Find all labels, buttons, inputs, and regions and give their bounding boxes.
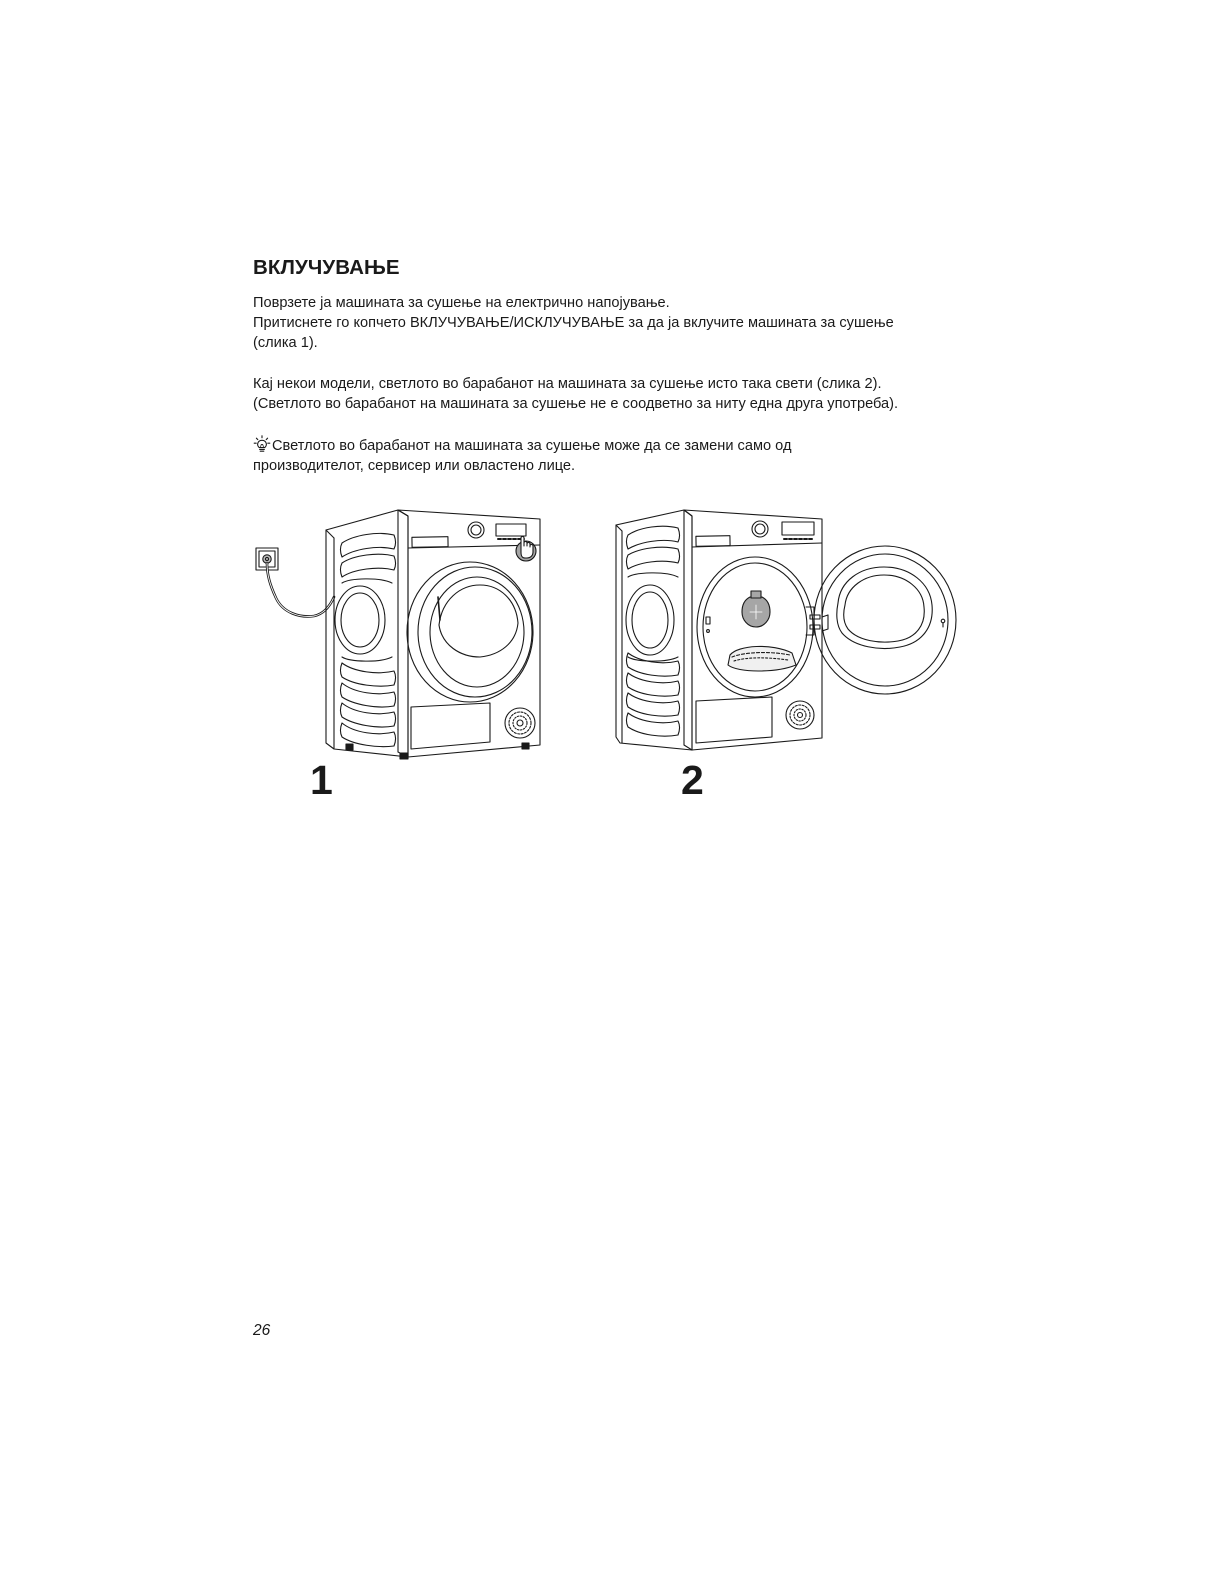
tip-line-2: производителот, сервисер или овластено лице. xyxy=(253,458,576,474)
section-title: ВКЛУЧУВАЊЕ xyxy=(253,256,400,279)
connect-line-1: Поврзете ја машината за сушење на електрично напојување. xyxy=(253,295,670,311)
figure-1-number: 1 xyxy=(310,757,333,803)
figure-1-dryer-plugged-in xyxy=(250,505,550,770)
power-button-finger-icon xyxy=(516,537,536,562)
figure-2-dryer-door-open xyxy=(610,505,960,755)
drum-light-bulb-icon xyxy=(742,591,770,627)
connect-paragraph xyxy=(253,293,894,353)
open-dryer-door xyxy=(814,546,956,694)
tip-line-1-text: Светлото во барабанот на машината за сушење може да се замени само од xyxy=(272,438,792,454)
drum-light-paragraph xyxy=(253,374,898,414)
tip-line-1 xyxy=(253,435,791,456)
drum-light-line-1: Кај некои модели, светлото во барабанот на машината за сушење исто така свети (слика 2). xyxy=(253,376,882,392)
connect-line-3: (слика 1). xyxy=(253,335,318,351)
dryer-side-panel xyxy=(326,510,408,757)
drum-light-line-2: (Светлото во барабанот на машината за сушење не е соодветно за ниту една друга употреба). xyxy=(253,396,899,412)
connect-line-2: Притиснете го копчето ВКЛУЧУВАЊЕ/ИСКЛУЧУВАЊЕ за да ја вклучите машината за сушење xyxy=(253,315,894,331)
power-cord xyxy=(267,563,334,616)
page-number: 26 xyxy=(253,1322,271,1339)
lightbulb-tip-icon xyxy=(253,435,271,453)
dryer-side-panel-2 xyxy=(616,510,692,750)
tip-paragraph xyxy=(253,435,791,476)
figure-2-number: 2 xyxy=(681,757,704,803)
dryer-front-panel-2 xyxy=(684,510,822,750)
